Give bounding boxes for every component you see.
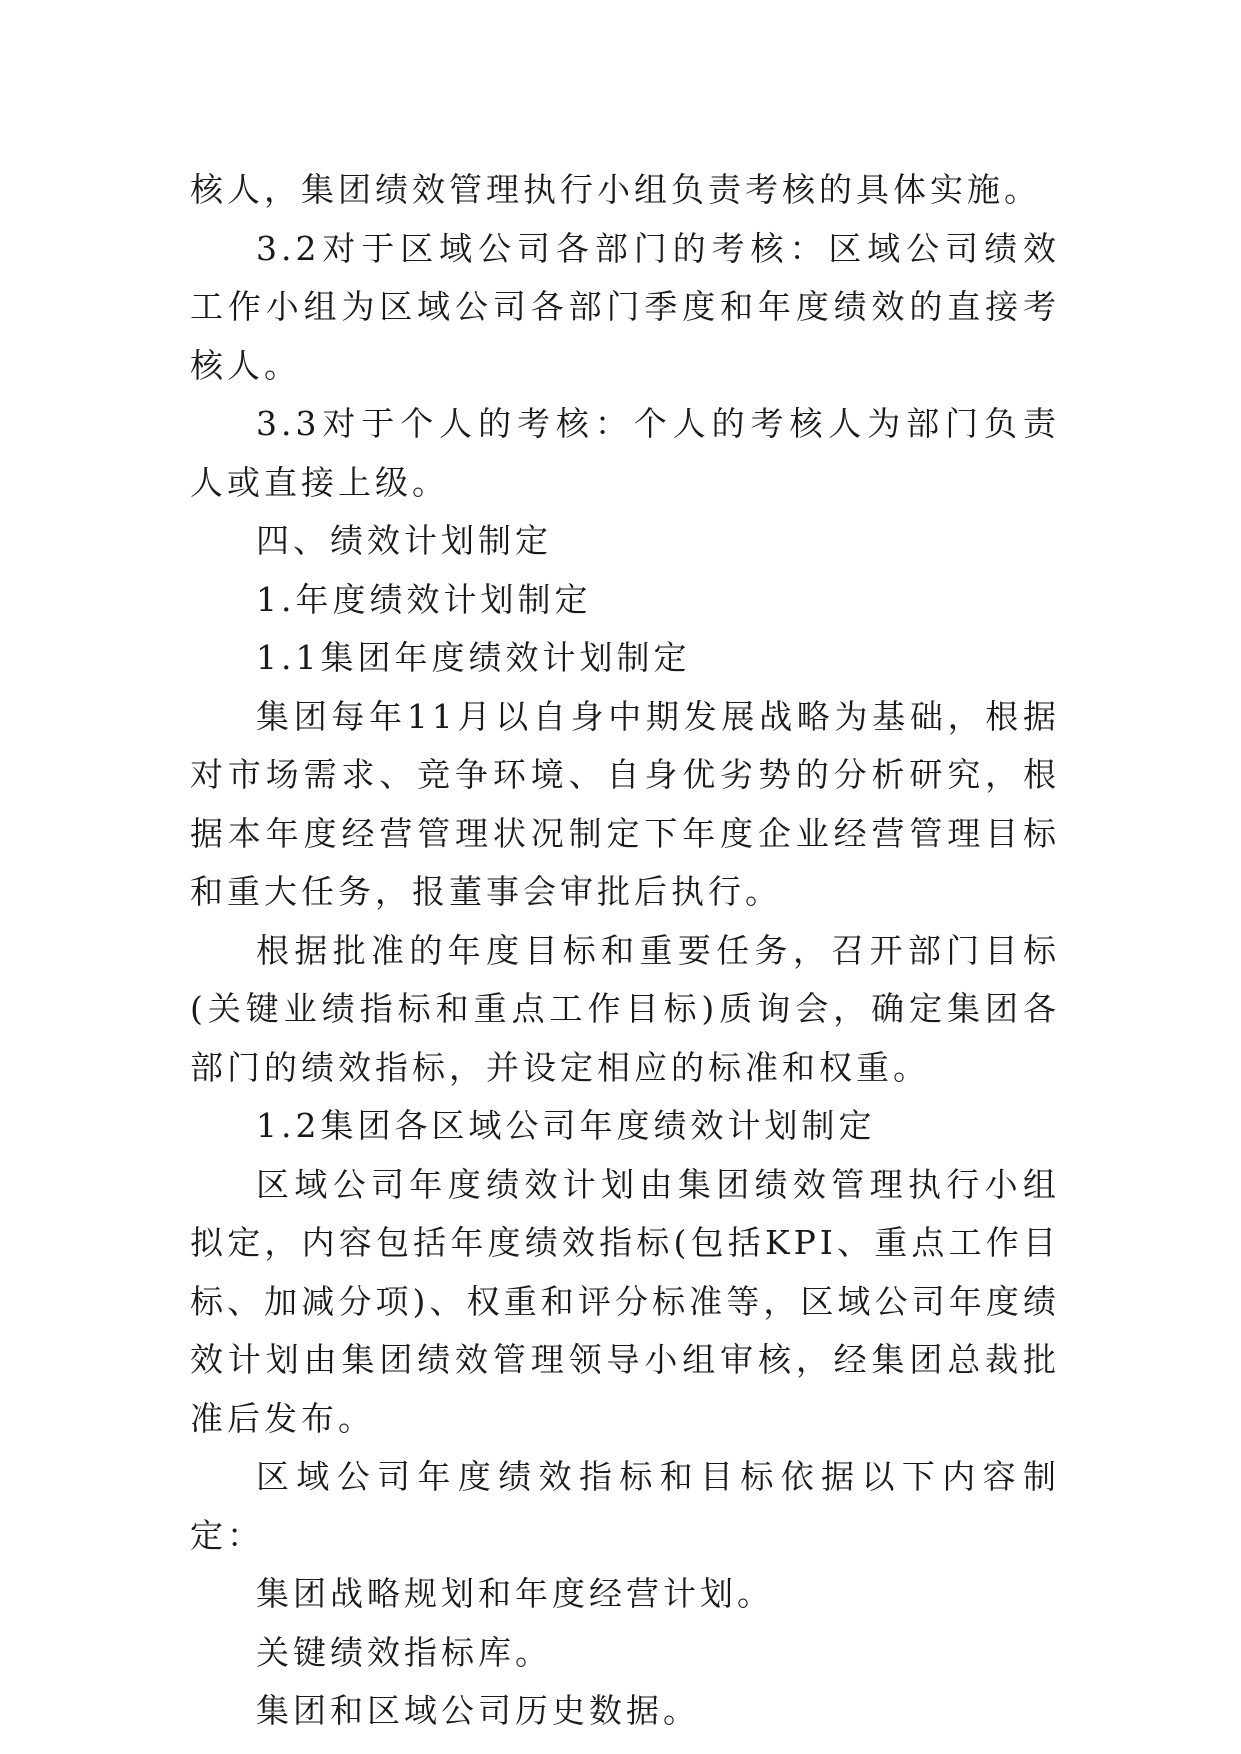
paragraph: 区域公司年度绩效指标和目标依据以下内容制定：: [190, 1457, 1060, 1555]
section-heading: 四、绩效计划制定: [256, 521, 552, 560]
document-body: [190, 161, 1060, 1741]
paragraph: 集团每年11月以自身中期发展战略为基础，根据对市场需求、竞争环境、自身优劣势的分析研究，根据本年度经营管理状况制定下年度企业经营管理目标和重大任务，报董事会审批后执行。: [190, 696, 1060, 911]
list-item: 集团和区域公司历史数据。: [256, 1691, 700, 1730]
list-item: 关键绩效指标库。: [256, 1632, 552, 1672]
paragraph: 核人，集团绩效管理执行小组负责考核的具体实施。: [190, 170, 1041, 209]
subsection-heading: 1.2集团各区域公司年度绩效计划制定: [256, 1106, 876, 1145]
subsection-heading: 1.1集团年度绩效计划制定: [256, 638, 691, 677]
paragraph: 区域公司年度绩效计划由集团绩效管理执行小组拟定，内容包括年度绩效指标(包括KPI、重点工作目标、加减分项)、权重和评分标准等，区域公司年度绩效计划由集团绩效管理领导小组审核，经集团总裁批准后发布。: [190, 1164, 1060, 1438]
paragraph: 根据批准的年度目标和重要任务，召开部门目标(关键业绩指标和重点工作目标)质询会，确定集团各部门的绩效指标，并设定相应的标准和权重。: [190, 930, 1060, 1087]
paragraph: 3.2对于区域公司各部门的考核：区域公司绩效工作小组为区域公司各部门季度和年度绩效的直接考核人。: [190, 228, 1060, 385]
subsection-heading: 1.年度绩效计划制定: [256, 579, 592, 619]
paragraph: 3.3对于个人的考核：个人的考核人为部门负责人或直接上级。: [190, 404, 1060, 502]
list-item: 集团战略规划和年度经营计划。: [256, 1574, 774, 1613]
